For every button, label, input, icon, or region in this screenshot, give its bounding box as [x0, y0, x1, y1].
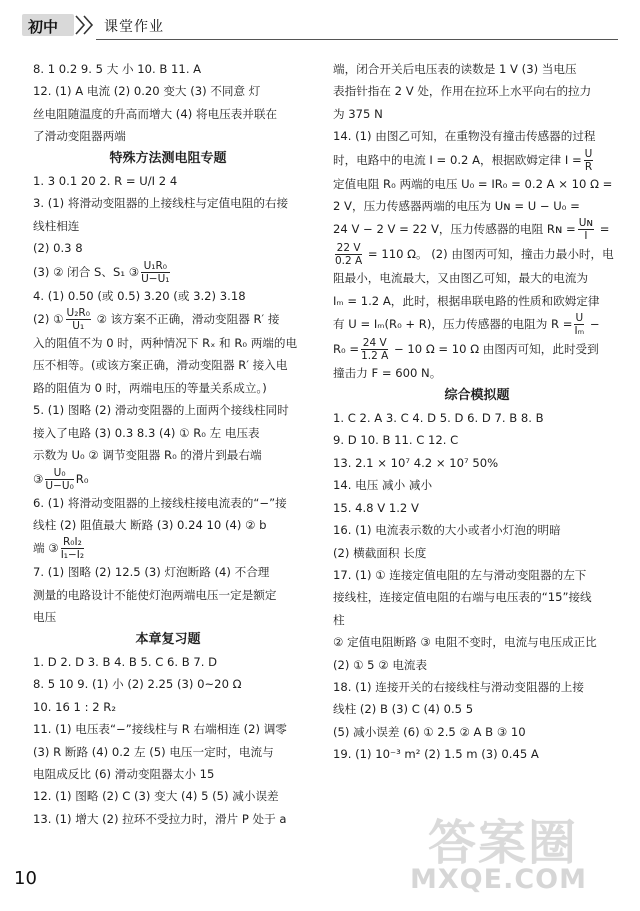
- line-text: 12. (1) A 电流 (2) 0.20 变大 (3) 不同意 灯: [33, 84, 261, 99]
- answers-right-column: [333, 58, 621, 766]
- answer-line: [33, 237, 303, 259]
- answer-line: [33, 125, 303, 147]
- line-text: 综合模拟题: [444, 387, 510, 403]
- line-text: 15. 4.8 V 1.2 V: [333, 500, 419, 515]
- fraction-numerator: 22 V: [336, 242, 361, 255]
- line-text: (2) ① 5 ② 电流表: [333, 657, 428, 672]
- fraction-denominator: 1.2 A: [361, 350, 389, 363]
- fraction-denominator: Iₘ: [574, 325, 585, 338]
- header-title: 课堂作业: [104, 19, 164, 35]
- line-text: 时，电路中的电流 I = 0.2 A，根据欧姆定律 I =: [333, 152, 582, 167]
- line-text: 表指针指在 2 V 处，作用在拉环上水平向右的拉力: [333, 84, 592, 99]
- fraction-numerator: Uɴ: [578, 217, 594, 230]
- answer-line: [33, 492, 303, 514]
- fraction-denominator: U−U₀: [45, 479, 74, 492]
- answer-line: [333, 337, 621, 362]
- line-text: 柱: [333, 612, 345, 627]
- fraction-numerator: U₁R₀: [141, 260, 169, 273]
- line-text: R₀ =: [333, 342, 360, 357]
- line-text: (3) ② 闭合 S、S₁ ③: [33, 264, 140, 279]
- answer-line: [333, 564, 621, 586]
- answer-line: [333, 242, 621, 267]
- line-text: 入的阻值不为 0 时，两种情况下 Rₓ 和 R₀ 两端的电: [33, 336, 298, 351]
- fraction-numerator: U: [584, 147, 593, 160]
- line-text: ② 定值电阻断路 ③ 电阻不变时，电流与电压成正比: [333, 635, 597, 650]
- answer-line: [333, 542, 621, 564]
- answer-line: [333, 698, 621, 720]
- answer-line: [333, 103, 621, 125]
- fraction: [141, 260, 169, 285]
- answer-line: [333, 290, 621, 312]
- fraction-numerator: 24 V: [362, 337, 387, 350]
- line-text: 测量的电路设计不能使灯泡两端电压一定是额定: [33, 587, 277, 602]
- line-text: 丝电阻随温度的升高而增大 (4) 将电压表并联在: [33, 106, 278, 121]
- grade-tag-label: 初中: [28, 18, 59, 36]
- line-text: 电压: [33, 610, 57, 625]
- line-text-tail: −: [586, 317, 600, 332]
- answer-line: [33, 422, 303, 444]
- answer-line: [333, 452, 621, 474]
- line-text: 7. (1) 图略 (2) 12.5 (3) 灯泡断路 (4) 不合理: [33, 565, 270, 580]
- watermark: [396, 800, 626, 900]
- answer-line: [333, 362, 621, 384]
- answer-line: [33, 673, 303, 695]
- line-text-tail: ② 该方案不正确，滑动变阻器 R′ 接: [92, 312, 280, 327]
- answer-line: [33, 103, 303, 125]
- line-text: 1. 3 0.1 20 2. R = U/I 2 4: [33, 174, 178, 189]
- line-text: 为 375 N: [333, 106, 383, 121]
- fraction: [61, 536, 84, 561]
- chevron-right-icon: [82, 14, 92, 36]
- answer-line: [333, 195, 621, 217]
- fraction: [584, 148, 594, 173]
- fraction: [66, 307, 91, 332]
- answer-line: [333, 267, 621, 289]
- line-text: 2 V，压力传感器两端的电压为 Uɴ = U − U₀ =: [333, 199, 580, 214]
- line-text: 10. 16 1 : 2 R₂: [33, 699, 116, 714]
- fraction: [45, 467, 73, 492]
- answer-line: [33, 215, 303, 237]
- fraction-denominator: U₁: [72, 320, 85, 333]
- answer-line: [33, 741, 303, 763]
- answer-line: [33, 80, 303, 102]
- fraction-denominator: 0.2 A: [335, 255, 363, 268]
- answer-line: [333, 743, 621, 765]
- answers-left-column: [33, 58, 303, 830]
- answer-line: [33, 354, 303, 376]
- line-text: 撞击力 F = 600 N。: [333, 366, 442, 381]
- answer-line: [33, 260, 303, 285]
- fraction-denominator: I: [584, 230, 588, 243]
- line-text: 本章复习题: [135, 631, 201, 647]
- answer-line: [333, 312, 621, 337]
- line-text: 定值电阻 R₀ 两端的电压 U₀ = IR₀ = 0.2 A × 10 Ω =: [333, 176, 613, 191]
- answer-line: [333, 497, 621, 519]
- answer-line: [333, 676, 621, 698]
- line-text: 18. (1) 连接开关的右接线柱与滑动变阻器的上接: [333, 679, 584, 694]
- line-text: (5) 减小误差 (6) ① 2.5 ② A B ③ 10: [333, 724, 526, 739]
- line-text: 13. 2.1 × 10⁷ 4.2 × 10⁷ 50%: [333, 455, 499, 470]
- line-text: 示数为 U₀ ② 调节变阻器 R₀ 的滑片到最右端: [33, 448, 262, 463]
- page-header: [0, 6, 640, 50]
- answer-line: [333, 519, 621, 541]
- line-text-tail: R₀: [75, 471, 89, 486]
- answer-line: [33, 718, 303, 740]
- line-text: 16. (1) 电流表示数的大小或者小灯泡的明暗: [333, 523, 561, 538]
- line-text: 19. (1) 10⁻³ m² (2) 1.5 m (3) 0.45 A: [333, 747, 539, 762]
- line-text: 线柱 (2) 阻值最大 断路 (3) 0.24 10 (4) ② b: [33, 517, 267, 532]
- answer-line: [33, 467, 303, 492]
- answer-line: [333, 654, 621, 676]
- line-text-tail: =: [596, 222, 610, 237]
- line-text: 5. (1) 图略 (2) 滑动变阻器的上面两个接线柱同时: [33, 403, 289, 418]
- line-text: 17. (1) ① 连接定值电阻的左与滑动变阻器的左下: [333, 567, 587, 582]
- line-text: 8. 1 0.2 9. 5 大 小 10. B 11. A: [33, 62, 202, 76]
- fraction-numerator: U₂R₀: [66, 307, 90, 320]
- answer-line: [333, 474, 621, 496]
- answer-line: [33, 808, 303, 830]
- line-text: 线柱相连: [33, 218, 80, 233]
- fraction-numerator: U: [575, 312, 584, 325]
- fraction-denominator: U−U₁: [141, 272, 170, 285]
- line-text: 阻最小，电流最大，又由图乙可知，最大的电流为: [333, 271, 589, 286]
- answer-line: [333, 721, 621, 743]
- answer-line: [333, 586, 621, 608]
- line-text: 线柱 (2) B (3) C (4) 0.5 5: [333, 702, 474, 717]
- answer-line: [333, 125, 621, 147]
- answer-line: [33, 192, 303, 214]
- line-text: 1. D 2. D 3. B 4. B 5. C 6. B 7. D: [33, 654, 218, 669]
- answer-line: [33, 696, 303, 718]
- answer-line: [33, 785, 303, 807]
- answer-line: [33, 58, 303, 80]
- line-text: 接入了电路 (3) 0.3 8.3 (4) ① R₀ 左 电压表: [33, 425, 260, 440]
- fraction-numerator: U₀: [45, 467, 73, 480]
- line-text: 了滑动变阻器两端: [33, 129, 126, 144]
- answer-line: [333, 631, 621, 653]
- answer-line: [33, 763, 303, 785]
- answer-line: [33, 561, 303, 583]
- header-rule: [96, 39, 618, 40]
- answer-line: [33, 377, 303, 399]
- line-text: ③: [33, 471, 44, 486]
- line-text-tail: = 110 Ω。 (2) 由图丙可知，撞击力最小时，电: [364, 247, 614, 262]
- line-text: (3) R 断路 (4) 0.2 左 (5) 电压一定时，电流与: [33, 744, 274, 759]
- answer-line: [333, 407, 621, 429]
- answer-line: [333, 58, 621, 80]
- line-text: 14. 电压 减小 减小: [333, 478, 433, 493]
- watermark-logo: 答案圈: [428, 815, 579, 871]
- fraction: [578, 217, 594, 242]
- line-text: 电阻成反比 (6) 滑动变阻器太小 15: [33, 766, 215, 781]
- line-text: 4. (1) 0.50 (或 0.5) 3.20 (或 3.2) 3.18: [33, 288, 246, 303]
- line-text: (2) 横截面积 长度: [333, 545, 427, 560]
- section-heading: [333, 385, 621, 407]
- grade-tag: [22, 14, 74, 36]
- answer-line: [33, 536, 303, 561]
- line-text: 12. (1) 图略 (2) C (3) 变大 (4) 5 (5) 减小误差: [33, 789, 279, 804]
- section-heading: [33, 629, 303, 651]
- line-text: 端，闭合开关后电压表的读数是 1 V (3) 当电压: [333, 62, 577, 76]
- fraction-denominator: R: [584, 160, 593, 173]
- answer-line: [333, 609, 621, 631]
- answer-line: [333, 148, 621, 173]
- answer-line: [33, 514, 303, 536]
- line-text: 接线柱，连接定值电阻的右端与电压表的“15”接线: [333, 590, 592, 605]
- watermark-url: MXQE.COM: [410, 864, 587, 895]
- line-text: (2) 0.3 8: [33, 241, 83, 256]
- answer-line: [33, 444, 303, 466]
- line-text: 11. (1) 电压表“−”接线柱与 R 右端相连 (2) 调零: [33, 722, 287, 737]
- answer-line: [33, 606, 303, 628]
- fraction: [361, 337, 388, 362]
- answer-line: [33, 307, 303, 332]
- line-text: 有 U = Iₘ(R₀ + R)，压力传感器的电阻为 R =: [333, 317, 573, 332]
- line-text: 压不相等。(或该方案正确，滑动变阻器 R′ 接入电: [33, 358, 288, 373]
- answer-line: [333, 173, 621, 195]
- answer-line: [333, 429, 621, 451]
- line-text: 14. (1) 由图乙可知，在重物没有撞击传感器的过程: [333, 129, 596, 144]
- line-text: 13. (1) 增大 (2) 拉环不受拉力时，滑片 P 处于 a: [33, 811, 287, 826]
- line-text: 24 V − 2 V = 22 V，压力传感器的电阻 Rɴ =: [333, 222, 576, 237]
- line-text: 特殊方法测电阻专题: [109, 150, 227, 166]
- fraction-numerator: R₀I₂: [61, 536, 84, 549]
- line-text: 6. (1) 将滑动变阻器的上接线柱接电流表的“−”接: [33, 495, 287, 510]
- line-text: (2) ①: [33, 312, 64, 327]
- line-text: Iₘ = 1.2 A，此时，根据串联电路的性质和欧姆定律: [333, 293, 600, 308]
- answer-line: [33, 332, 303, 354]
- answer-line: [33, 399, 303, 421]
- answer-line: [333, 80, 621, 102]
- answer-line: [33, 285, 303, 307]
- line-text: 1. C 2. A 3. C 4. D 5. D 6. D 7. B 8. B: [333, 411, 544, 426]
- page-number: 10: [14, 868, 37, 889]
- answer-line: [33, 651, 303, 673]
- line-text: 9. D 10. B 11. C 12. C: [333, 433, 459, 448]
- fraction-denominator: I₁−I₂: [60, 549, 85, 562]
- fraction: [574, 312, 584, 337]
- answer-line: [33, 170, 303, 192]
- answer-line: [333, 217, 621, 242]
- line-text: 3. (1) 将滑动变阻器的上接线柱与定值电阻的右接: [33, 196, 289, 211]
- line-text: 8. 5 10 9. (1) 小 (2) 2.25 (3) 0~20 Ω: [33, 677, 242, 692]
- fraction: [335, 242, 362, 267]
- section-heading: [33, 148, 303, 170]
- line-text-tail: − 10 Ω = 10 Ω 由图丙可知，此时受到: [390, 342, 599, 357]
- line-text: 端 ③: [33, 541, 59, 556]
- line-text: 路的阻值为 0 时，两端电压的等量关系成立。): [33, 380, 267, 395]
- answer-line: [33, 584, 303, 606]
